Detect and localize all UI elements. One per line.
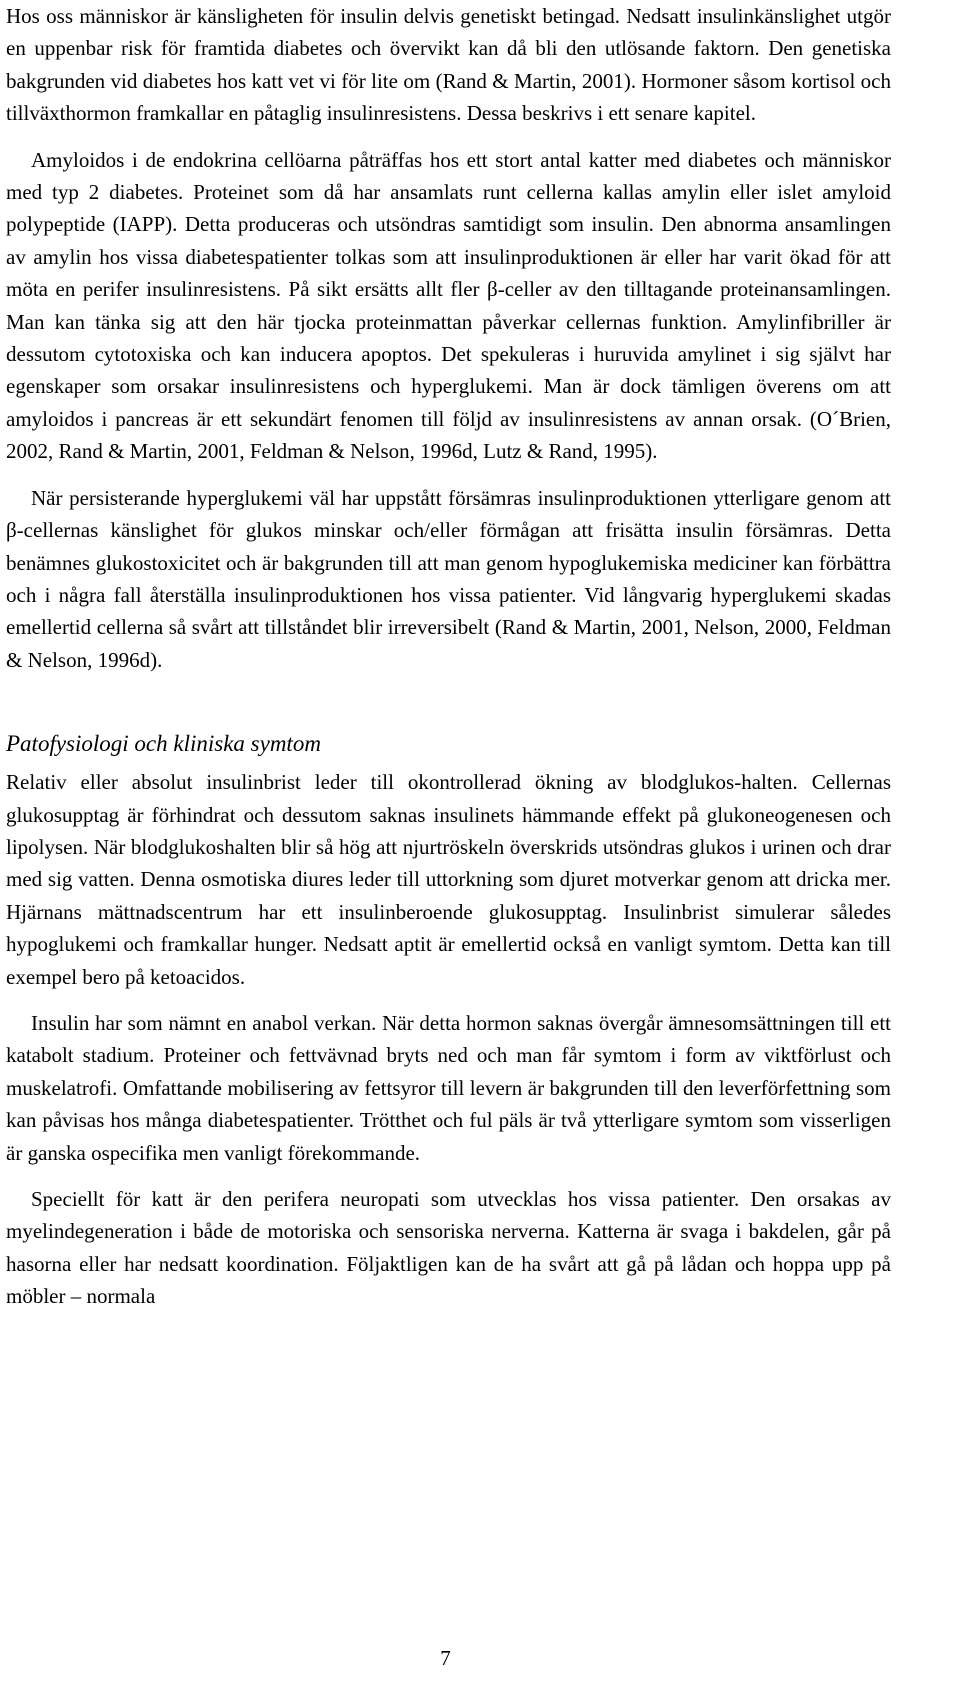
paragraph-catabolic-state: Insulin har som nämnt en anabol verkan. När detta hormon saknas övergår ämnesomsättningen till ett katabolt stadium. Proteiner och fettvävnad bryts ned och man får symtom i form av viktförlust och muskelatrofi. Omfattande mobilisering av fettsyror till levern är bakgrunden till den leverförfettning som kan påvisas hos många diabetespatienter. Trötthet och ful päls är två ytterligare symtom som visserligen är ganska ospecifika men vanligt förekommande.	[6, 1010, 891, 1165]
paragraph-amyloidosis: Amyloidos i de endokrina cellöarna påträffas hos ett stort antal katter med diabetes och människor med typ 2 diabetes. Proteinet som då har ansamlats runt cellerna kallas amylin eller islet amyloid polypeptide (IAPP). Detta produceras och utsöndras samtidigt som insulin. Den abnorma ansamlingen av amylin hos vissa diabetespatienter tolkas som att insulinproduktionen är eller har varit ökad för att möta en perifer insulinresistens. På sikt ersätts allt fler β-celler av den tilltagande proteinansamlingen. Man kan tänka sig att den här tjocka proteinmattan påverkar cellernas funktion. Amylinfibriller är dessutom cytotoxiska och kan inducera apoptos. Det spekuleras i huruvida amylinet i sig självt har egenskaper som orsakar insulinresistens och hyperglukemi. Man är dock tämligen överens om att amyloidos i pancreas är ett sekundärt fenomen till följd av insulinresistens av annan orsak. (O´Brien, 2002, Rand & Martin, 2001, Feldman & Nelson, 1996d, Lutz & Rand, 1995).	[6, 147, 891, 464]
document-page	[6, 0, 891, 1313]
paragraph-neuropathy: Speciellt för katt är den perifera neuropati som utvecklas hos vissa patienter. Den orsakas av myelindegeneration i både de motoriska och sensoriska nerverna. Katterna är svaga i bakdelen, går på hasorna eller har nedsatt koordination. Följaktligen kan de ha svårt att gå på lådan och hoppa upp på möbler – normala	[6, 1187, 891, 1309]
paragraph-glucotoxicity: När persisterande hyperglukemi väl har uppstått försämras insulinproduktionen ytterligare genom att β-cellernas känslighet för glukos minskar och/eller förmågan att frisätta insulin försämras. Detta benämnes glukostoxicitet och är bakgrunden till att man genom hypoglukemiska mediciner kan förbättra och i några fall återställa insulinproduktionen hos vissa patienter. Vid långvarig hyperglukemi skadas emellertid cellerna så svårt att tillståndet blir irreversibelt (Rand & Martin, 2001, Nelson, 2000, Feldman & Nelson, 1996d).	[6, 485, 891, 672]
paragraph-genetic-insulin: Hos oss människor är känsligheten för insulin delvis genetiskt betingad. Nedsatt insulinkänslighet utgör en uppenbar risk för framtida diabetes och övervikt kan då bli den utlösande faktorn. Den genetiska bakgrunden vid diabetes hos katt vet vi för lite om (Rand & Martin, 2001). Hormoner såsom kortisol och tillväxthormon framkallar en påtaglig insulinresistens. Dessa beskrivs i ett senare kapitel.	[6, 4, 891, 126]
page-number: 7	[440, 1646, 451, 1670]
paragraph-insulin-deficiency: Relativ eller absolut insulinbrist leder till okontrollerad ökning av blodglukos-halten. Cellernas glukosupptag är förhindrat och dessutom saknas insulinets hämmande effekt på glukoneogenesen och lipolysen. När blodglukoshalten blir så hög att njurtröskeln överskrids utsöndras glukos i urinen och drar med sig vatten. Denna osmotiska diures leder till uttorkning som djuret motverkar genom att dricka mer. Hjärnans mättnadscentrum har ett insulinberoende glukosupptag. Insulinbrist simulerar således hypoglukemi och framkallar hunger. Nedsatt aptit är emellertid också en vanligt symtom. Detta kan till exempel bero på ketoacidos.	[6, 770, 891, 989]
section-heading: Patofysiologi och kliniska symtom	[6, 731, 321, 757]
